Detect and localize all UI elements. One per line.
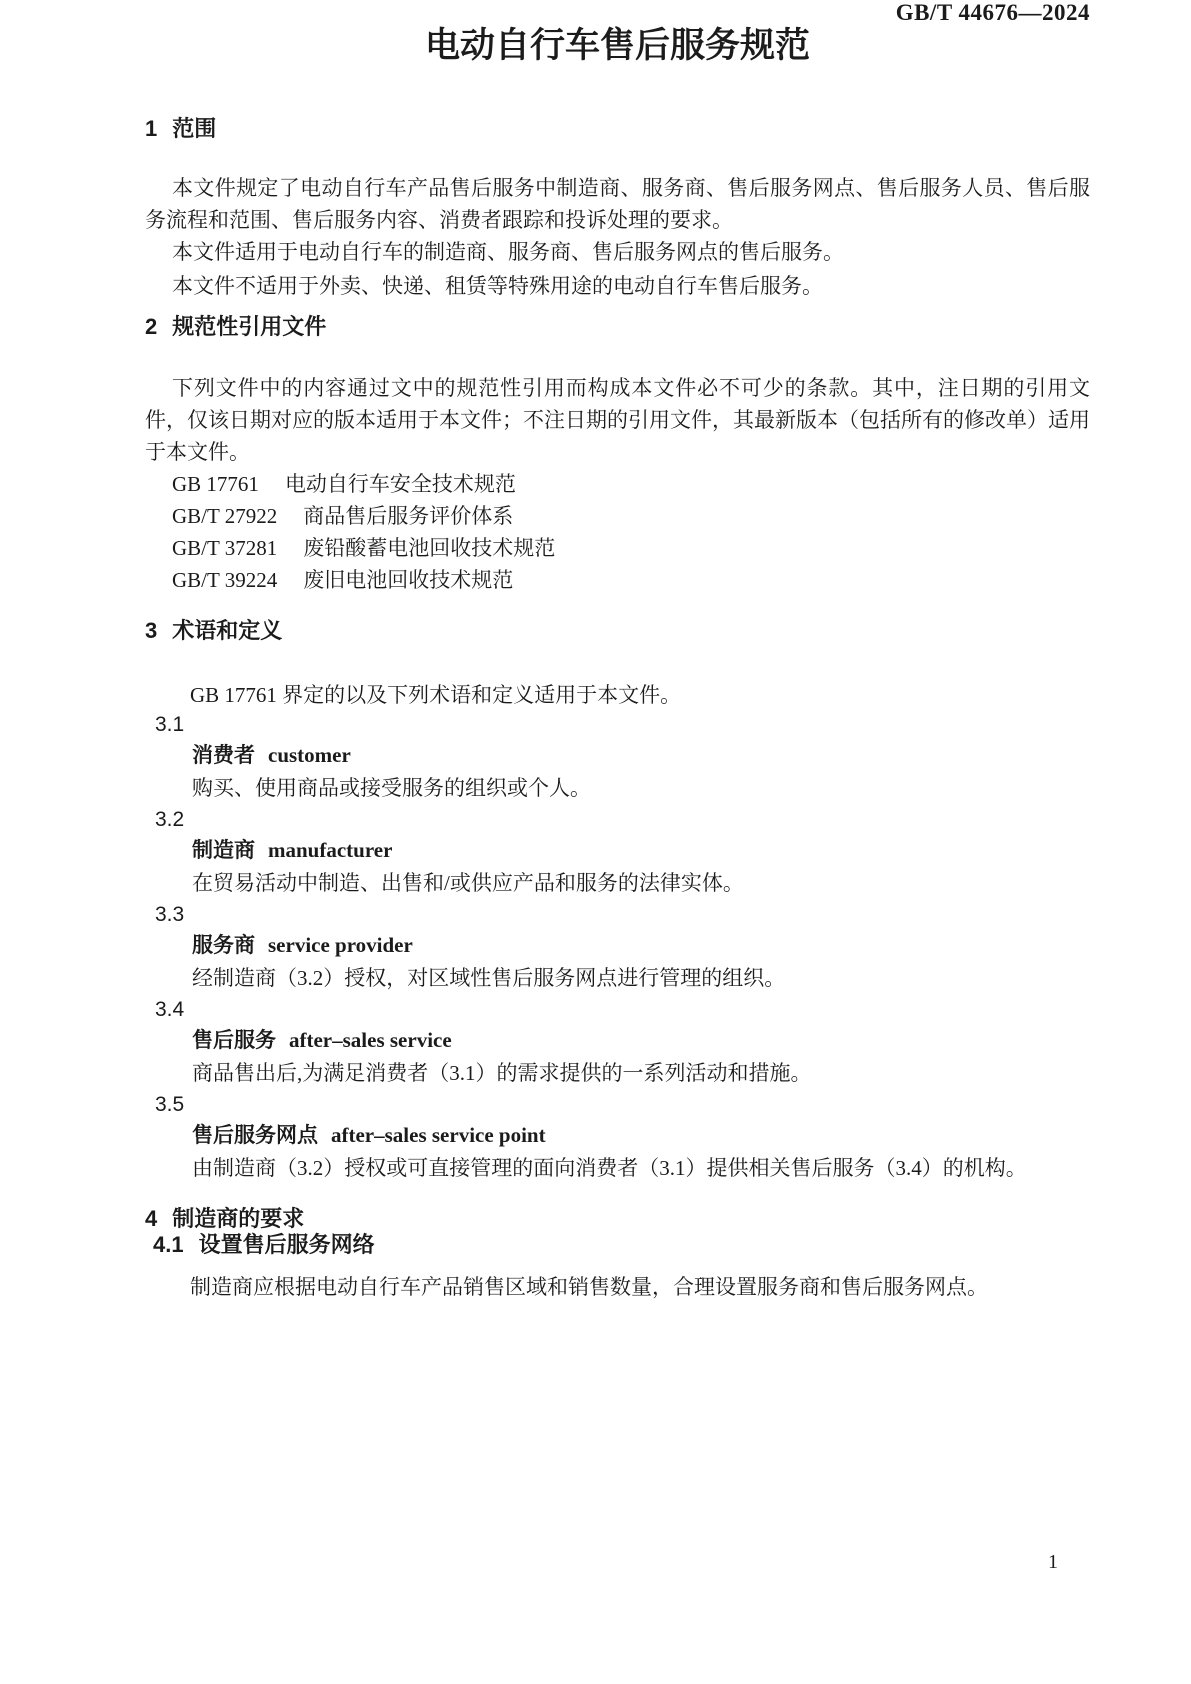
- reference-item: [145, 500, 1090, 532]
- normative-references-intro: 下列文件中的内容通过文中的规范性引用而构成本文件必不可少的条款。其中，注日期的引用文件，仅该日期对应的版本适用于本文件；不注日期的引用文件，其最新版本（包括所有的修改单）适用于本文件。: [145, 376, 1090, 464]
- term-number: 3.2: [155, 808, 185, 831]
- section-1-heading: [145, 116, 1090, 142]
- term-number: 3.3: [155, 903, 185, 926]
- term-name: [145, 930, 1090, 963]
- term-number: 3.1: [155, 713, 185, 736]
- manufacturer-requirement-paragraph: 制造商应根据电动自行车产品销售区域和销售数量，合理设置服务商和售后服务网点。: [190, 1275, 988, 1299]
- term-english: after–sales service point: [331, 1123, 546, 1147]
- term-entry: [145, 900, 1090, 993]
- term-english: service provider: [268, 933, 413, 957]
- term-definition: 购买、使用商品或接受服务的组织或个人。: [192, 776, 591, 800]
- term-definition: 商品售出后,为满足消费者（3.1）的需求提供的一系列活动和措施。: [192, 1061, 812, 1085]
- term-chinese: 服务商: [192, 934, 255, 957]
- doc-number: GB/T 44676—2024: [895, 0, 1090, 25]
- term-number: 3.5: [155, 1093, 185, 1116]
- term-entry: [145, 805, 1090, 898]
- document-page: [145, 0, 1090, 1303]
- term-chinese: 消费者: [192, 744, 255, 767]
- terms-intro: GB 17761 界定的以及下列术语和定义适用于本文件。: [190, 683, 682, 707]
- scope-paragraph-3: 本文件不适用于外卖、快递、租赁等特殊用途的电动自行车售后服务。: [172, 274, 823, 298]
- page-title: 电动自行车售后服务规范: [424, 26, 810, 65]
- section-2-heading: [145, 314, 1090, 340]
- section-1-number: 1: [145, 116, 158, 141]
- section-2-number: 2: [145, 314, 158, 339]
- term-definition: 经制造商（3.2）授权，对区域性售后服务网点进行管理的组织。: [192, 966, 786, 990]
- scope-paragraph-2: 本文件适用于电动自行车的制造商、服务商、售后服务网点的售后服务。: [172, 240, 844, 264]
- term-chinese: 制造商: [192, 839, 255, 862]
- reference-code: GB 17761: [172, 472, 259, 496]
- subsection-4-1-title: 设置售后服务网络: [198, 1232, 375, 1257]
- term-entry: [145, 710, 1090, 803]
- reference-code: GB/T 39224: [172, 568, 278, 592]
- term-name: [145, 740, 1090, 773]
- subsection-4-1-number: 4.1: [153, 1232, 184, 1257]
- section-3-heading: [145, 618, 1090, 644]
- term-entry: [145, 1090, 1090, 1183]
- reference-item: [145, 564, 1090, 596]
- term-english: after–sales service: [289, 1028, 452, 1052]
- term-number: 3.4: [155, 998, 185, 1021]
- section-3-title: 术语和定义: [172, 618, 283, 643]
- reference-title: 商品售后服务评价体系: [303, 504, 514, 528]
- reference-code: GB/T 27922: [172, 504, 278, 528]
- reference-title: 电动自行车安全技术规范: [284, 472, 516, 496]
- term-name: [145, 1025, 1090, 1058]
- term-english: customer: [268, 743, 351, 767]
- term-chinese: 售后服务: [192, 1029, 276, 1052]
- section-4-number: 4: [145, 1206, 158, 1231]
- term-definition: 在贸易活动中制造、出售和/或供应产品和服务的法律实体。: [192, 871, 744, 895]
- term-chinese: 售后服务网点: [192, 1124, 318, 1147]
- subsection-4-1-heading: [145, 1232, 1090, 1258]
- reference-code: GB/T 37281: [172, 536, 278, 560]
- section-4-heading: [145, 1206, 1090, 1232]
- reference-item: [145, 532, 1090, 564]
- page-number: 1: [1048, 1551, 1058, 1573]
- section-2-title: 规范性引用文件: [172, 314, 327, 339]
- reference-title: 废旧电池回收技术规范: [303, 568, 514, 592]
- term-definition: 由制造商（3.2）授权或可直接管理的面向消费者（3.1）提供相关售后服务（3.4）的机构。: [192, 1156, 1027, 1180]
- term-name: [145, 835, 1090, 868]
- term-name: [145, 1120, 1090, 1153]
- reference-title: 废铅酸蓄电池回收技术规范: [303, 536, 556, 560]
- section-4-title: 制造商的要求: [172, 1206, 305, 1231]
- section-1-title: 范围: [172, 116, 217, 141]
- term-entry: [145, 995, 1090, 1088]
- scope-paragraph-1: 本文件规定了电动自行车产品售后服务中制造商、服务商、售后服务网点、售后服务人员、售后服务流程和范围、售后服务内容、消费者跟踪和投诉处理的要求。: [145, 176, 1090, 232]
- term-english: manufacturer: [268, 838, 393, 862]
- reference-item: [145, 468, 1090, 500]
- section-3-number: 3: [145, 618, 158, 643]
